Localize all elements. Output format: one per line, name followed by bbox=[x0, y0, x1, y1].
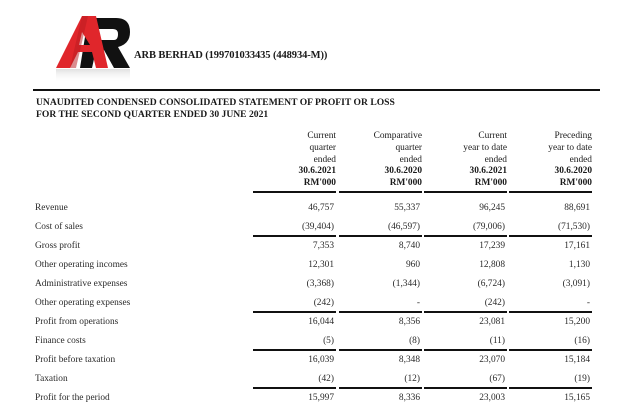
subtotal-rule bbox=[339, 349, 422, 351]
column-underline bbox=[253, 191, 336, 193]
company-logo bbox=[50, 12, 130, 84]
subtotal-rule bbox=[253, 311, 336, 313]
value-current-ytd: 23,003 bbox=[479, 393, 505, 403]
column-header-current-quarter: Current quarter ended 30.6.2021 RM'000 bbox=[253, 131, 336, 190]
value-current-quarter: 7,353 bbox=[312, 241, 334, 251]
subtotal-rule bbox=[424, 349, 507, 351]
value-comparative-quarter: 960 bbox=[405, 260, 420, 270]
value-comparative-quarter: (46,597) bbox=[387, 222, 420, 232]
title-line-2: FOR THE SECOND QUARTER ENDED 30 JUNE 2021 bbox=[36, 109, 269, 120]
value-preceding-ytd: 15,200 bbox=[564, 317, 590, 327]
value-comparative-quarter: 8,336 bbox=[398, 393, 420, 403]
table-row bbox=[0, 317, 619, 335]
table-row bbox=[0, 241, 619, 259]
statement-title bbox=[36, 97, 395, 121]
subtotal-rule bbox=[253, 387, 336, 389]
value-current-ytd: 12,808 bbox=[479, 260, 505, 270]
table-row bbox=[0, 393, 619, 411]
row-label: Gross profit bbox=[35, 241, 81, 251]
value-comparative-quarter: (8) bbox=[409, 336, 420, 346]
value-current-ytd: 23,081 bbox=[479, 317, 505, 327]
value-current-quarter: 16,039 bbox=[308, 355, 334, 365]
subtotal-rule bbox=[339, 311, 422, 313]
value-preceding-ytd: 15,165 bbox=[564, 393, 590, 403]
value-current-quarter: (42) bbox=[318, 374, 334, 384]
value-current-quarter: (242) bbox=[313, 298, 334, 308]
row-label: Cost of sales bbox=[35, 222, 83, 232]
subtotal-rule bbox=[509, 349, 592, 351]
company-name: ARB BERHAD (199701033435 (448934-M)) bbox=[134, 50, 328, 61]
column-underline bbox=[509, 191, 592, 193]
row-label: Taxation bbox=[35, 374, 68, 384]
value-comparative-quarter: (1,344) bbox=[392, 279, 420, 289]
value-preceding-ytd: (19) bbox=[574, 374, 590, 384]
value-current-ytd: 23,070 bbox=[479, 355, 505, 365]
value-current-ytd: (6,724) bbox=[477, 279, 505, 289]
table-row bbox=[0, 203, 619, 221]
value-comparative-quarter: - bbox=[416, 298, 420, 308]
table-row bbox=[0, 222, 619, 240]
value-current-quarter: 16,044 bbox=[308, 317, 334, 327]
value-comparative-quarter: 8,740 bbox=[398, 241, 420, 251]
subtotal-rule bbox=[253, 349, 336, 351]
column-header-comparative-quarter: Comparative quarter ended 30.6.2020 RM'000 bbox=[339, 131, 422, 190]
table-row bbox=[0, 336, 619, 354]
column-header-current-ytd: Current year to date ended 30.6.2021 RM'000 bbox=[424, 131, 507, 190]
row-label: Profit before taxation bbox=[35, 355, 116, 365]
subtotal-rule bbox=[509, 235, 592, 237]
subtotal-rule bbox=[253, 235, 336, 237]
value-preceding-ytd: 1,130 bbox=[568, 260, 590, 270]
subtotal-rule bbox=[424, 387, 507, 389]
row-label: Profit for the period bbox=[35, 393, 110, 403]
value-current-ytd: (242) bbox=[484, 298, 505, 308]
value-current-quarter: 15,997 bbox=[308, 393, 334, 403]
table-row bbox=[0, 260, 619, 278]
subtotal-rule bbox=[424, 311, 507, 313]
subtotal-rule bbox=[509, 387, 592, 389]
value-current-ytd: (11) bbox=[489, 336, 505, 346]
value-current-quarter: (39,404) bbox=[301, 222, 334, 232]
subtotal-rule bbox=[339, 387, 422, 389]
table-row bbox=[0, 355, 619, 373]
column-header-preceding-ytd: Preceding year to date ended 30.6.2020 RM'000 bbox=[509, 131, 592, 190]
value-preceding-ytd: (71,530) bbox=[557, 222, 590, 232]
value-current-ytd: (79,006) bbox=[472, 222, 505, 232]
value-comparative-quarter: 8,348 bbox=[398, 355, 420, 365]
row-label: Administrative expenses bbox=[35, 279, 128, 289]
title-line-1: UNAUDITED CONDENSED CONSOLIDATED STATEMENT OF PROFIT OR LOSS bbox=[36, 97, 395, 108]
value-current-quarter: 12,301 bbox=[308, 260, 334, 270]
row-label: Profit from operations bbox=[35, 317, 119, 327]
value-current-quarter: 46,757 bbox=[308, 203, 334, 213]
value-comparative-quarter: (12) bbox=[404, 374, 420, 384]
value-current-quarter: (5) bbox=[323, 336, 334, 346]
subtotal-rule bbox=[424, 235, 507, 237]
value-preceding-ytd: (3,091) bbox=[562, 279, 590, 289]
row-label: Other operating expenses bbox=[35, 298, 131, 308]
value-current-quarter: (3,368) bbox=[306, 279, 334, 289]
row-label: Other operating incomes bbox=[35, 260, 128, 270]
value-current-ytd: 96,245 bbox=[479, 203, 505, 213]
value-comparative-quarter: 8,356 bbox=[398, 317, 420, 327]
table-row bbox=[0, 279, 619, 297]
value-comparative-quarter: 55,337 bbox=[394, 203, 420, 213]
value-preceding-ytd: 17,161 bbox=[564, 241, 590, 251]
subtotal-rule bbox=[339, 235, 422, 237]
row-label: Revenue bbox=[35, 203, 68, 213]
table-row bbox=[0, 374, 619, 392]
value-preceding-ytd: - bbox=[586, 298, 590, 308]
value-current-ytd: (67) bbox=[489, 374, 505, 384]
header-rule bbox=[33, 89, 600, 91]
column-underline bbox=[424, 191, 507, 193]
value-preceding-ytd: 15,184 bbox=[564, 355, 590, 365]
subtotal-rule bbox=[509, 311, 592, 313]
value-current-ytd: 17,239 bbox=[479, 241, 505, 251]
value-preceding-ytd: (16) bbox=[574, 336, 590, 346]
row-label: Finance costs bbox=[35, 336, 86, 346]
value-preceding-ytd: 88,691 bbox=[564, 203, 590, 213]
column-underline bbox=[339, 191, 422, 193]
table-row bbox=[0, 298, 619, 316]
